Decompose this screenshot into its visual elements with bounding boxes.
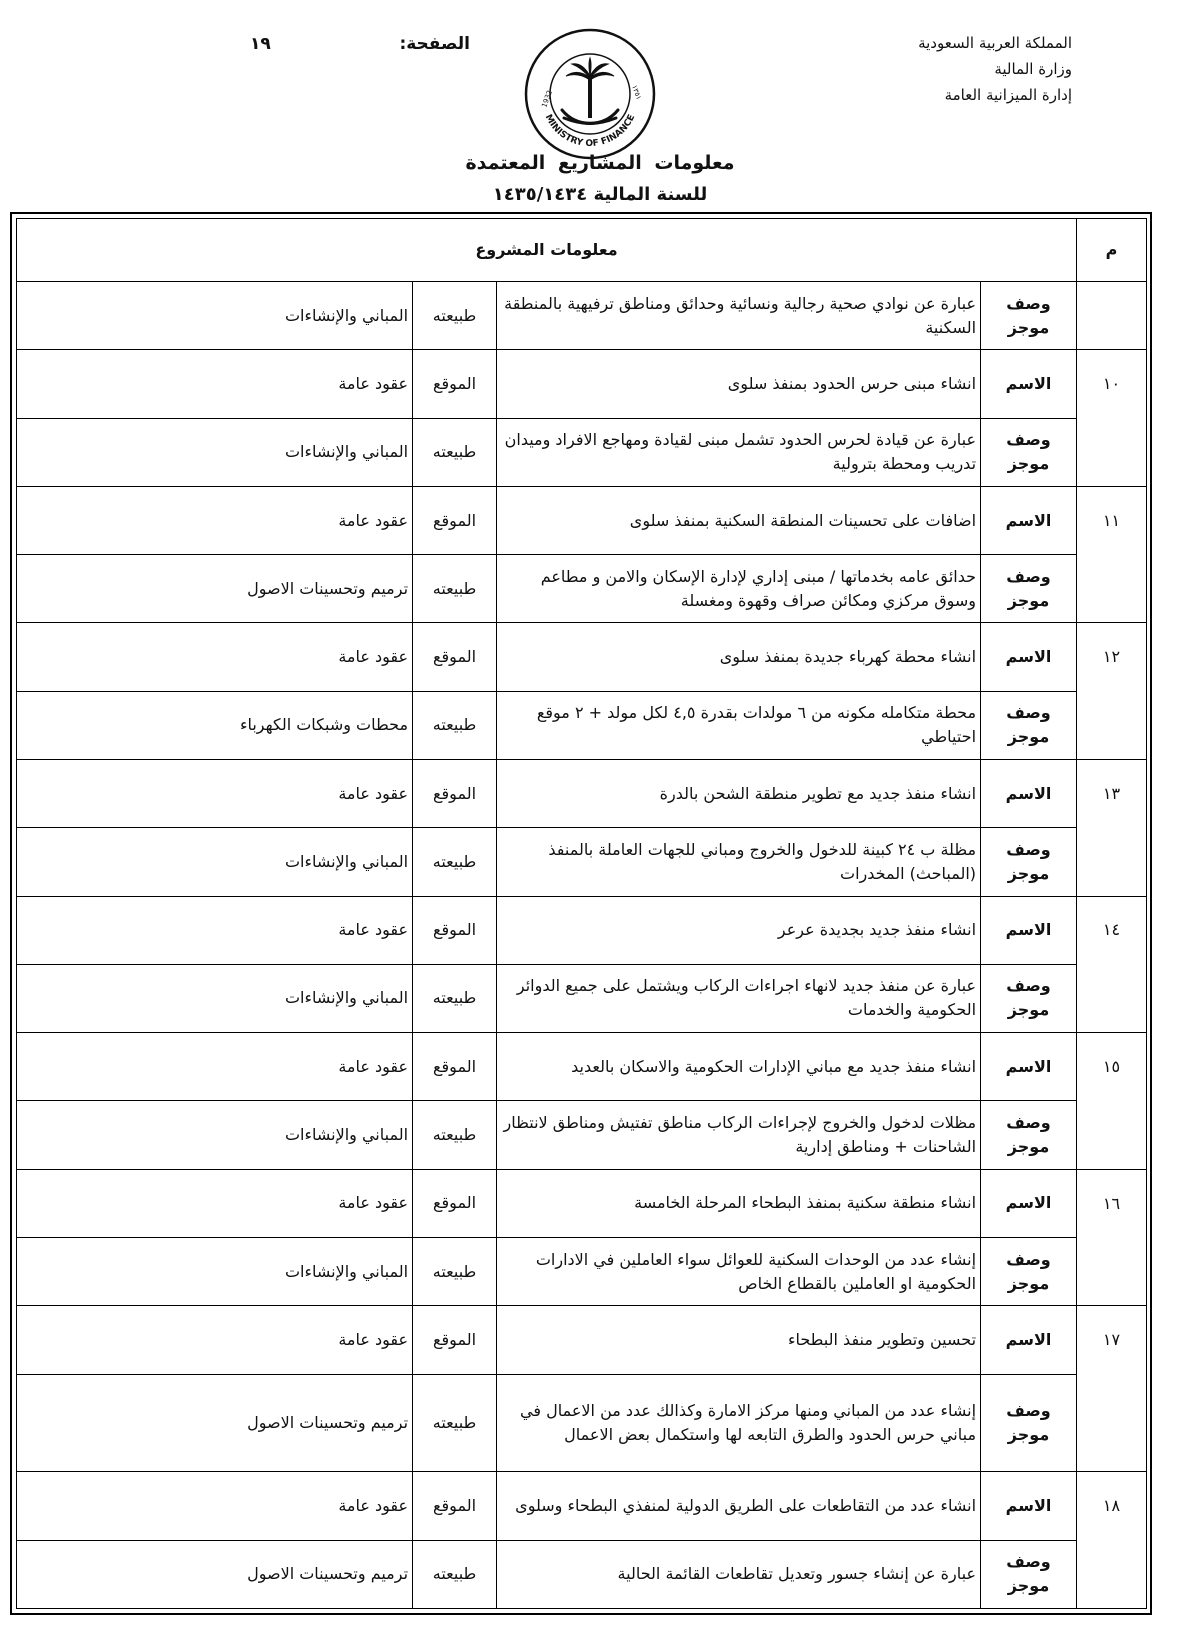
row-field-value: انشاء عدد من التقاطعات على الطريق الدولية لمنفذي البطحاء وسلوى xyxy=(497,1472,981,1540)
row-number: ١٧ xyxy=(1077,1306,1147,1374)
row-attribute-value: ترميم وتحسينات الاصول xyxy=(17,1374,413,1472)
row-field-value: انشاء منفذ جديد مع تطوير منطقة الشحن بالدرة xyxy=(497,760,981,828)
row-attribute-label: طبيعته xyxy=(413,555,497,623)
row-field-value: انشاء منفذ جديد بجديدة عرعر xyxy=(497,896,981,964)
row-field-label: الاسم xyxy=(981,1472,1077,1540)
table-row xyxy=(17,964,1147,1032)
row-field-label: الاسم xyxy=(981,623,1077,691)
col-header-number: م xyxy=(1077,219,1147,282)
table-row xyxy=(17,350,1147,418)
ministry-name: وزارة المالية xyxy=(994,60,1072,78)
row-field-value: حدائق عامه بخدماتها / مبنى إداري لإدارة الإسكان والامن و مطاعم وسوق مركزي ومكائن صراف وقهوة ومغسلة xyxy=(497,555,981,623)
palm-tree-icon xyxy=(566,58,614,118)
table-row xyxy=(17,623,1147,691)
document-title: معلومات المشاريع المعتمدة xyxy=(465,152,735,174)
row-attribute-label: الموقع xyxy=(413,896,497,964)
row-attribute-value: المباني والإنشاءات xyxy=(17,418,413,486)
row-field-label: وصف موجز xyxy=(981,964,1077,1032)
row-field-label: وصف موجز xyxy=(981,418,1077,486)
row-attribute-value: عقود عامة xyxy=(17,623,413,691)
row-attribute-value: عقود عامة xyxy=(17,486,413,554)
org-header xyxy=(852,30,1072,108)
row-number: ١٤ xyxy=(1077,896,1147,964)
row-field-label: الاسم xyxy=(981,896,1077,964)
row-attribute-value: ترميم وتحسينات الاصول xyxy=(17,1540,413,1608)
row-field-label: الاسم xyxy=(981,1306,1077,1374)
row-field-label: الاسم xyxy=(981,350,1077,418)
table-row xyxy=(17,418,1147,486)
table-row xyxy=(17,1033,1147,1101)
row-field-value: انشاء مبنى حرس الحدود بمنفذ سلوى xyxy=(497,350,981,418)
row-field-value: تحسين وتطوير منفذ البطحاء xyxy=(497,1306,981,1374)
row-attribute-label: طبيعته xyxy=(413,418,497,486)
row-field-label: وصف موجز xyxy=(981,1101,1077,1169)
row-field-label: وصف موجز xyxy=(981,282,1077,350)
row-number xyxy=(1077,1101,1147,1169)
row-number xyxy=(1077,964,1147,1032)
row-attribute-value: عقود عامة xyxy=(17,350,413,418)
emblem-year-left: 1932 xyxy=(540,89,554,109)
row-field-label: الاسم xyxy=(981,486,1077,554)
row-field-value: مظلات لدخول والخروج لإجراءات الركاب مناطق تفتيش ومناطق لانتظار الشاحنات + ومناطق إدارية xyxy=(497,1101,981,1169)
svg-text:MINISTRY OF FINANCE xyxy=(543,113,637,149)
row-attribute-label: الموقع xyxy=(413,623,497,691)
row-attribute-label: طبيعته xyxy=(413,828,497,896)
row-field-value: إنشاء عدد من الوحدات السكنية للعوائل سواء العاملين في الادارات الحكومية او العاملين بالقطاع الخاص xyxy=(497,1237,981,1305)
row-number: ١٨ xyxy=(1077,1472,1147,1540)
table-header-row xyxy=(17,219,1147,282)
table-row xyxy=(17,896,1147,964)
row-field-label: وصف موجز xyxy=(981,555,1077,623)
row-field-value: عبارة عن منفذ جديد لانهاء اجراءات الركاب ويشتمل على جميع الدوائر الحكومية والخدمات xyxy=(497,964,981,1032)
row-field-value: محطة متكامله مكونه من ٦ مولدات بقدرة ٤,٥ لكل مولد + ٢ موقع احتياطي xyxy=(497,691,981,759)
row-number: ١٥ xyxy=(1077,1033,1147,1101)
col-header-project-info: معلومات المشروع xyxy=(17,219,1077,282)
row-number xyxy=(1077,282,1147,350)
row-field-value: انشاء منطقة سكنية بمنفذ البطحاء المرحلة الخامسة xyxy=(497,1169,981,1237)
row-attribute-value: ترميم وتحسينات الاصول xyxy=(17,555,413,623)
row-attribute-value: عقود عامة xyxy=(17,760,413,828)
row-field-value: مظلة ب ٢٤ كبينة للدخول والخروج ومباني للجهات العاملة بالمنفذ (المباحث) المخدرات xyxy=(497,828,981,896)
table-row xyxy=(17,1101,1147,1169)
row-attribute-value: عقود عامة xyxy=(17,1033,413,1101)
row-number xyxy=(1077,828,1147,896)
row-field-label: الاسم xyxy=(981,1169,1077,1237)
kingdom-name: المملكة العربية السعودية xyxy=(918,34,1072,52)
emblem-year-right: ١٣٥١ xyxy=(630,83,643,101)
row-attribute-label: طبيعته xyxy=(413,1101,497,1169)
row-number xyxy=(1077,418,1147,486)
row-field-label: وصف موجز xyxy=(981,691,1077,759)
row-attribute-value: عقود عامة xyxy=(17,1169,413,1237)
row-attribute-label: الموقع xyxy=(413,1306,497,1374)
projects-table xyxy=(16,218,1147,1609)
row-number xyxy=(1077,1237,1147,1305)
row-number xyxy=(1077,555,1147,623)
row-attribute-label: طبيعته xyxy=(413,964,497,1032)
row-number: ١٦ xyxy=(1077,1169,1147,1237)
page-number: ١٩ xyxy=(250,34,271,54)
table-row xyxy=(17,555,1147,623)
row-attribute-label: الموقع xyxy=(413,486,497,554)
table-row xyxy=(17,282,1147,350)
table-row xyxy=(17,760,1147,828)
row-attribute-label: طبيعته xyxy=(413,282,497,350)
ministry-emblem-logo xyxy=(522,26,658,162)
table-row xyxy=(17,1306,1147,1374)
row-attribute-value: عقود عامة xyxy=(17,1472,413,1540)
row-field-label: وصف موجز xyxy=(981,828,1077,896)
row-attribute-label: طبيعته xyxy=(413,1374,497,1472)
row-attribute-value: محطات وشبكات الكهرباء xyxy=(17,691,413,759)
row-number: ١٢ xyxy=(1077,623,1147,691)
row-field-label: وصف موجز xyxy=(981,1540,1077,1608)
row-attribute-label: الموقع xyxy=(413,1472,497,1540)
row-attribute-value: المباني والإنشاءات xyxy=(17,964,413,1032)
row-attribute-label: طبيعته xyxy=(413,1540,497,1608)
emblem-english-text: MINISTRY OF FINANCE xyxy=(542,113,638,150)
row-attribute-value: المباني والإنشاءات xyxy=(17,1101,413,1169)
row-field-label: وصف موجز xyxy=(981,1237,1077,1305)
fiscal-year-subtitle: للسنة المالية ١٤٣٥/١٤٣٤ xyxy=(492,184,708,205)
projects-table-frame xyxy=(10,212,1152,1615)
row-field-label: الاسم xyxy=(981,1033,1077,1101)
row-attribute-value: عقود عامة xyxy=(17,896,413,964)
row-number xyxy=(1077,1540,1147,1608)
row-attribute-value: المباني والإنشاءات xyxy=(17,1237,413,1305)
row-number: ١١ xyxy=(1077,486,1147,554)
row-attribute-value: عقود عامة xyxy=(17,1306,413,1374)
row-field-label: وصف موجز xyxy=(981,1374,1077,1472)
table-row xyxy=(17,1169,1147,1237)
table-row xyxy=(17,1540,1147,1608)
table-row xyxy=(17,828,1147,896)
row-attribute-value: المباني والإنشاءات xyxy=(17,282,413,350)
row-field-label: الاسم xyxy=(981,760,1077,828)
row-number xyxy=(1077,691,1147,759)
row-field-value: انشاء منفذ جديد مع مباني الإدارات الحكومية والاسكان بالعديد xyxy=(497,1033,981,1101)
department-name: إدارة الميزانية العامة xyxy=(944,86,1072,104)
table-row xyxy=(17,1374,1147,1472)
row-number xyxy=(1077,1374,1147,1472)
row-attribute-label: الموقع xyxy=(413,350,497,418)
row-field-value: عبارة عن قيادة لحرس الحدود تشمل مبنى لقيادة ومهاجع الافراد وميدان تدريب ومحطة بترولية xyxy=(497,418,981,486)
row-number: ١٠ xyxy=(1077,350,1147,418)
row-attribute-label: الموقع xyxy=(413,760,497,828)
row-field-value: عبارة عن إنشاء جسور وتعديل تقاطعات القائمة الحالية xyxy=(497,1540,981,1608)
row-attribute-label: الموقع xyxy=(413,1033,497,1101)
row-number: ١٣ xyxy=(1077,760,1147,828)
table-row xyxy=(17,1472,1147,1540)
row-field-value: إنشاء عدد من المباني ومنها مركز الامارة وكذالك عدد من الاعمال في مباني حرس الحدود والطرق التابعه لها واستكمال بعض الاعمال xyxy=(497,1374,981,1472)
row-attribute-label: الموقع xyxy=(413,1169,497,1237)
page-label: الصفحة: xyxy=(399,34,470,54)
table-row xyxy=(17,691,1147,759)
row-field-value: انشاء محطة كهرباء جديدة بمنفذ سلوى xyxy=(497,623,981,691)
row-attribute-value: المباني والإنشاءات xyxy=(17,828,413,896)
row-attribute-label: طبيعته xyxy=(413,691,497,759)
row-field-value: عبارة عن نوادي صحية رجالية ونسائية وحدائق ومناطق ترفيهية بالمنطقة السكنية xyxy=(497,282,981,350)
table-row xyxy=(17,486,1147,554)
table-row xyxy=(17,1237,1147,1305)
row-field-value: اضافات على تحسينات المنطقة السكنية بمنفذ سلوى xyxy=(497,486,981,554)
row-attribute-label: طبيعته xyxy=(413,1237,497,1305)
